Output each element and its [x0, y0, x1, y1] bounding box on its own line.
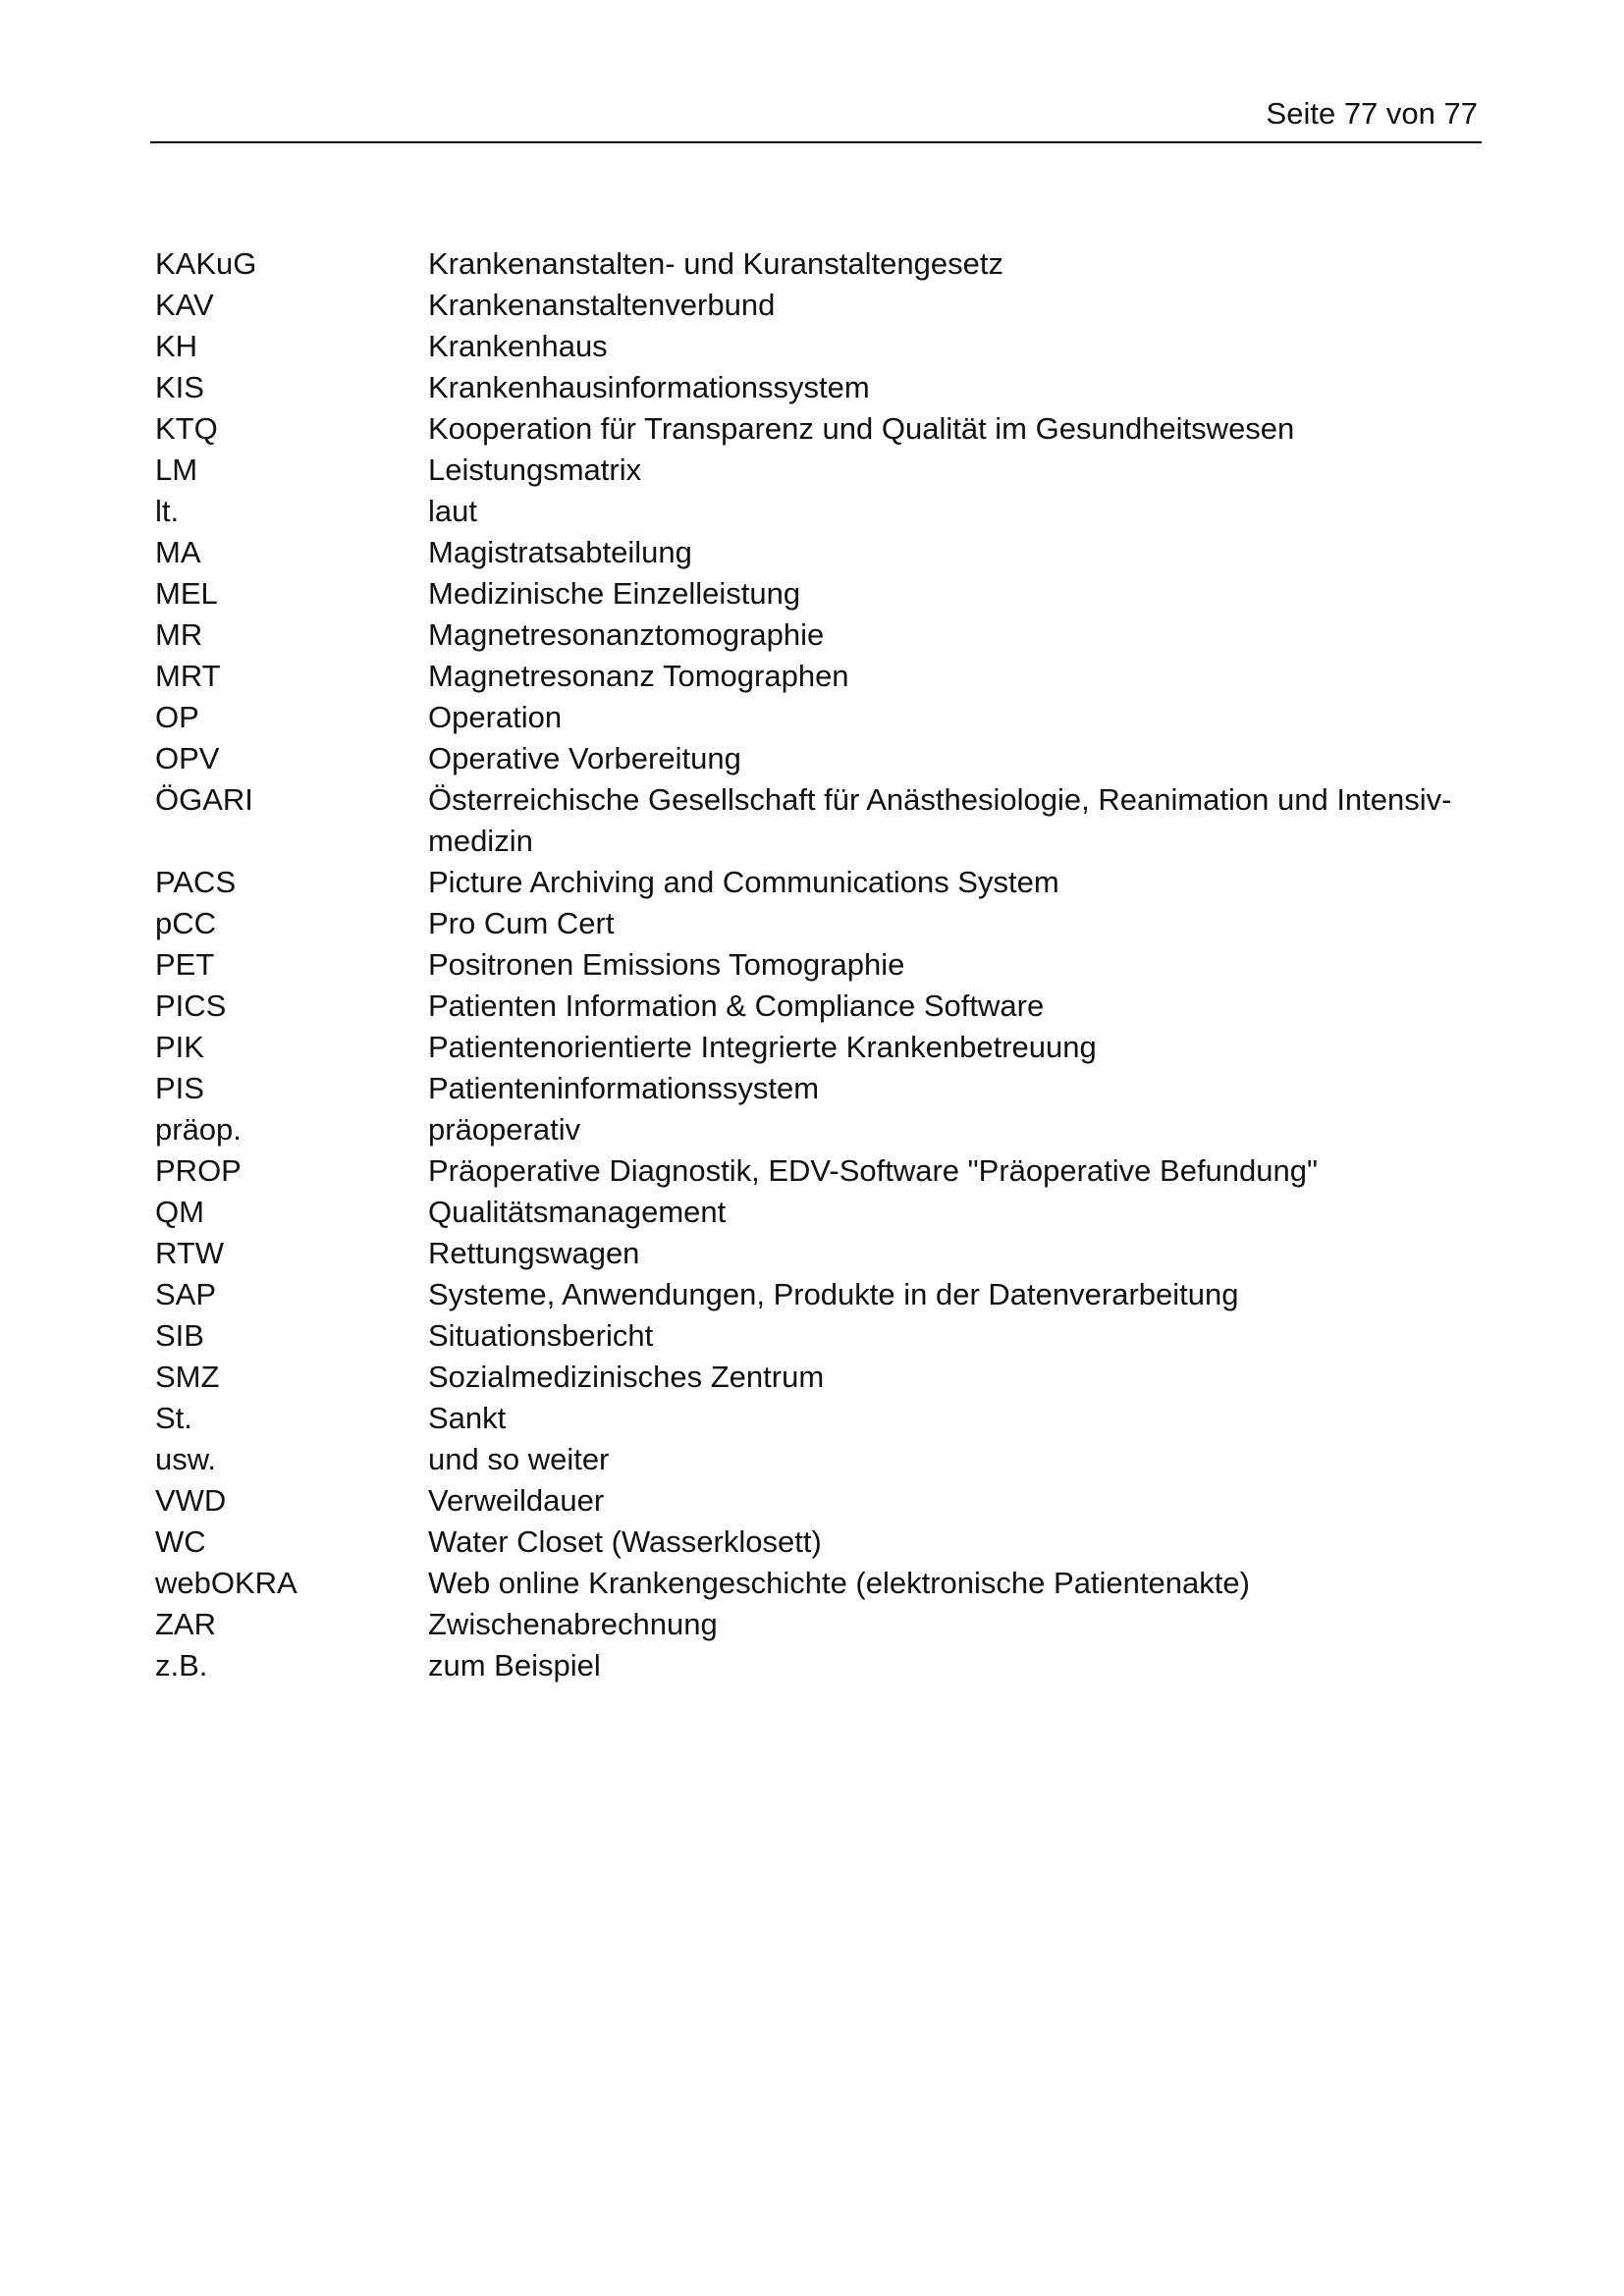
abbreviation-row — [155, 944, 1476, 986]
abbreviation-row — [155, 1398, 1476, 1439]
abbreviation-description: Medizinische Einzelleistung — [428, 576, 801, 611]
abbreviation-term: PICS — [155, 988, 227, 1023]
abbreviation-row — [155, 986, 1476, 1027]
abbreviation-row — [155, 532, 1476, 573]
abbreviation-description: Sozialmedizinisches Zentrum — [428, 1360, 825, 1394]
abbreviation-row — [155, 573, 1476, 614]
abbreviation-description: laut — [428, 494, 477, 528]
abbreviation-list — [155, 243, 1476, 1686]
abbreviation-description: Krankenanstalten- und Kuranstaltengesetz — [428, 246, 1003, 281]
abbreviation-description: Systeme, Anwendungen, Produkte in der Datenverarbeitung — [428, 1277, 1239, 1311]
abbreviation-row — [155, 243, 1476, 285]
abbreviation-description: Patienten Information & Compliance Software — [428, 988, 1045, 1023]
abbreviation-description: Magnetresonanz Tomographen — [428, 659, 849, 693]
abbreviation-row — [155, 1192, 1476, 1233]
abbreviation-description: Verweildauer — [428, 1483, 605, 1518]
abbreviation-term: SIB — [155, 1318, 204, 1353]
abbreviation-row — [155, 1027, 1476, 1068]
page-number: Seite 77 von 77 — [1266, 96, 1478, 131]
abbreviation-description: zum Beispiel — [428, 1648, 601, 1682]
abbreviation-description: Situationsbericht — [428, 1318, 654, 1353]
abbreviation-term: ÖGARI — [155, 782, 253, 817]
abbreviation-term: RTW — [155, 1236, 225, 1270]
abbreviation-row — [155, 326, 1476, 367]
abbreviation-description: präoperativ — [428, 1112, 581, 1147]
abbreviation-row — [155, 738, 1476, 779]
abbreviation-row — [155, 1150, 1476, 1192]
abbreviation-description: Web online Krankengeschichte (elektronische Patientenakte) — [428, 1566, 1250, 1600]
abbreviation-row — [155, 450, 1476, 491]
abbreviation-description: Sankt — [428, 1401, 507, 1435]
abbreviation-term: KAV — [155, 288, 214, 322]
abbreviation-term: VWD — [155, 1483, 227, 1518]
abbreviation-description: Patienteninformationssystem — [428, 1071, 820, 1105]
abbreviation-row — [155, 1068, 1476, 1109]
abbreviation-description: Krankenanstaltenverbund — [428, 288, 776, 322]
abbreviation-description: Operation — [428, 700, 563, 734]
abbreviation-description: Qualitätsmanagement — [428, 1195, 727, 1229]
abbreviation-description: Pro Cum Cert — [428, 906, 615, 940]
abbreviation-description: Rettungswagen — [428, 1236, 640, 1270]
abbreviation-term: MR — [155, 617, 203, 652]
abbreviation-description: Magnetresonanztomographie — [428, 617, 825, 652]
abbreviation-description: Magistratsabteilung — [428, 535, 692, 569]
abbreviation-row — [155, 1645, 1476, 1686]
abbreviation-row — [155, 1109, 1476, 1150]
abbreviation-row — [155, 491, 1476, 532]
abbreviation-term: KAKuG — [155, 246, 257, 281]
abbreviation-description: Präoperative Diagnostik, EDV-Software "Präoperative Befundung" — [428, 1153, 1319, 1188]
abbreviation-term: PIS — [155, 1071, 204, 1105]
abbreviation-row — [155, 1563, 1476, 1604]
abbreviation-row — [155, 903, 1476, 944]
abbreviation-row — [155, 614, 1476, 656]
abbreviation-description: Picture Archiving and Communications System — [428, 865, 1059, 899]
abbreviation-description: Zwischenabrechnung — [428, 1607, 718, 1641]
abbreviation-term: KTQ — [155, 411, 218, 446]
abbreviation-term: LM — [155, 453, 198, 487]
abbreviation-row — [155, 285, 1476, 326]
abbreviation-description: und so weiter — [428, 1442, 610, 1476]
abbreviation-row — [155, 1315, 1476, 1357]
abbreviation-term: SAP — [155, 1277, 217, 1311]
abbreviation-term: PROP — [155, 1153, 242, 1188]
abbreviation-term: PET — [155, 947, 215, 982]
abbreviation-term: z.B. — [155, 1648, 208, 1682]
abbreviation-row — [155, 862, 1476, 903]
abbreviation-term: MRT — [155, 659, 221, 693]
abbreviation-term: SMZ — [155, 1360, 220, 1394]
abbreviation-term: lt. — [155, 494, 180, 528]
abbreviation-term: QM — [155, 1195, 204, 1229]
abbreviation-description: Krankenhaus — [428, 329, 608, 363]
abbreviation-term: usw. — [155, 1442, 217, 1476]
abbreviation-row — [155, 1604, 1476, 1645]
abbreviation-row — [155, 1522, 1476, 1563]
abbreviation-row — [155, 779, 1476, 862]
abbreviation-description: Österreichische Gesellschaft für Anästhesiologie, Reanimation und Intensiv-medizin — [428, 782, 1452, 858]
abbreviation-description: Water Closet (Wasserklosett) — [428, 1524, 822, 1559]
abbreviation-description: Leistungsmatrix — [428, 453, 642, 487]
abbreviation-term: KH — [155, 329, 198, 363]
abbreviation-row — [155, 1357, 1476, 1398]
abbreviation-row — [155, 408, 1476, 450]
abbreviation-description: Patientenorientierte Integrierte Krankenbetreuung — [428, 1030, 1097, 1064]
abbreviation-row — [155, 1439, 1476, 1480]
abbreviation-description: Krankenhausinformationssystem — [428, 370, 870, 404]
abbreviation-term: webOKRA — [155, 1566, 298, 1600]
abbreviation-term: MEL — [155, 576, 218, 611]
abbreviation-term: WC — [155, 1524, 206, 1559]
abbreviation-description: Positronen Emissions Tomographie — [428, 947, 905, 982]
abbreviation-term: PACS — [155, 865, 237, 899]
abbreviation-row — [155, 1480, 1476, 1522]
abbreviation-row — [155, 1274, 1476, 1315]
abbreviation-term: MA — [155, 535, 201, 569]
abbreviation-term: OP — [155, 700, 199, 734]
abbreviation-term: St. — [155, 1401, 192, 1435]
abbreviation-term: KIS — [155, 370, 204, 404]
abbreviation-term: pCC — [155, 906, 217, 940]
abbreviation-term: präop. — [155, 1112, 242, 1147]
abbreviation-description: Operative Vorbereitung — [428, 741, 741, 775]
page-header — [150, 94, 1482, 143]
abbreviation-row — [155, 697, 1476, 738]
abbreviation-term: OPV — [155, 741, 220, 775]
abbreviation-term: ZAR — [155, 1607, 216, 1641]
abbreviation-row — [155, 367, 1476, 408]
abbreviation-row — [155, 656, 1476, 697]
abbreviation-row — [155, 1233, 1476, 1274]
abbreviation-term: PIK — [155, 1030, 204, 1064]
abbreviation-description: Kooperation für Transparenz und Qualität im Gesundheitswesen — [428, 411, 1295, 446]
